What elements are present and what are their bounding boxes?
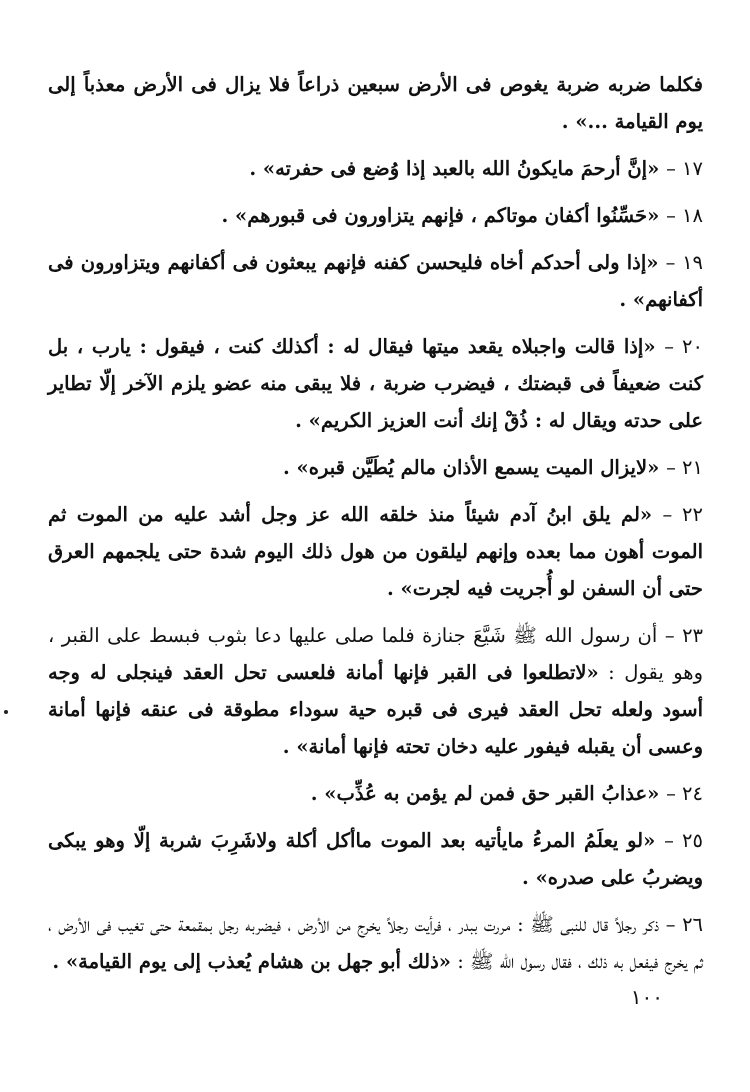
hadith-text: «إذا قالت واجبلاه يقعد ميتها فيقال له : أكذلك كنت ، فيقول : يارب ، بل كنت ضعيفاً فى قبضتك ، فيضرب ضربة ، فلا يبقى منه عضو يلزم الآخر إلّا تطاير على حدته ويقال له : ذُقْ إنك أنت العزيز الكريم» . [48, 335, 703, 432]
hadith-text: «عذابُ القبر حق فمن لم يؤمن به عُذِّب» . [310, 782, 660, 805]
hadith-number: ١٨ – [666, 204, 703, 227]
hadith-number: ٢٢ – [662, 503, 703, 526]
hadith-25 [48, 822, 703, 896]
hadith-19 [48, 244, 703, 318]
hadith-number: ٢٦ – [665, 913, 704, 936]
hadith-number: ١٩ – [665, 251, 704, 274]
hadith-number: ٢٥ – [664, 829, 703, 852]
margin-dot [4, 710, 8, 714]
hadith-20 [48, 328, 703, 439]
hadith-text: «إنَّ أرحمَ مايكونُ الله بالعبد إذا وُضع فى حفرته» . [249, 157, 660, 180]
hadith-17 [48, 150, 703, 187]
hadith-text: «حَسِّنُوا أكفان موتاكم ، فإنهم يتزاورون فى قبورهم» . [221, 204, 660, 227]
paragraph-continuation: فكلما ضربه ضربة يغوص فى الأرض سبعين ذراعاً فلا يزال فى الأرض معذباً إلى يوم القيامة ...» . [48, 73, 703, 133]
hadith-number: ٢٤ – [666, 782, 703, 805]
hadith-21 [48, 449, 703, 486]
hadith-number: ١٧ – [666, 157, 703, 180]
hadith-text: «ذلك أبو جهل بن هشام يُعذب إلى يوم القيامة» . [52, 950, 451, 973]
hadith-23 [48, 617, 703, 765]
hadith-text: «إذا ولى أحدكم أخاه فليحسن كفنه فإنهم يبعثون فى أكفانهم ويتزاورون فى أكفانهم» . [48, 251, 703, 311]
hadith-text: «لاتطلعوا فى القبر فإنها أمانة فلعسى تحل العقد فينجلى له وجه أسود ولعله تحل العقد فيرى فى قبره حية سوداء مطوقة فى عنقه فإنها أمانة وعسى أن يقبله فيفور عليه دخان تحته فإنها أمانة» . [48, 661, 703, 758]
hadith-lead: ذكر رجلاً قال للنبى ﷺ : مررت ببدر ، فرأيت رجلاً يخرج من الأرض ، فيضربه رجل بمقمعة حتى تغيب فى الأرض ، ثم يخرج فيفعل به ذلك ، فقال رسول الله ﷺ : [48, 913, 703, 973]
page-number: ١٠٠ [630, 985, 663, 1009]
hadith-22 [48, 496, 703, 607]
hadith-number: ٢٠ – [664, 335, 703, 358]
hadith-18 [48, 197, 703, 234]
hadith-26 [48, 906, 703, 980]
page-body [48, 66, 703, 990]
hadith-24 [48, 775, 703, 812]
hadith-text: «لايزال الميت يسمع الأذان مالم يُطَيَّن قبره» . [282, 456, 660, 479]
hadith-text: «لم يلق ابنُ آدم شيئاً منذ خلقه الله عز وجل أشد عليه من الموت ثم الموت أهون مما بعده وإنهم ليلقون من هول ذلك اليوم شدة حتى يلجمهم العرق حتى أن السفن لو أُجريت فيه لجرت» . [48, 503, 703, 600]
hadith-text: «لو يعلَمُ المرءُ مايأتيه بعد الموت ماأكل أكلة ولاشَرِبَ شربة إلّا وهو يبكى ويضربُ على صدره» . [48, 829, 703, 889]
hadith-lead: أن رسول الله ﷺ شَيَّعَ جنازة فلما صلى عليها دعا بثوب فبسط على القبر ، وهو يقول : [48, 624, 703, 684]
hadith-number: ٢٣ – [664, 624, 704, 647]
hadith-number: ٢١ – [666, 456, 703, 479]
